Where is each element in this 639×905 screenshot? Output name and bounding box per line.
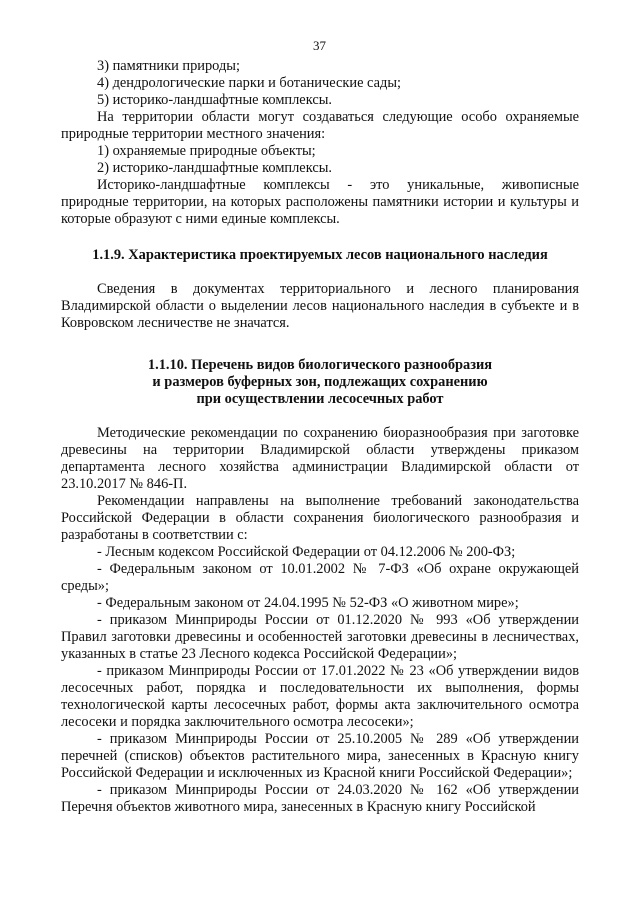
- list-item-order-23: - приказом Минприроды России от 17.01.2022 № 23 «Об утверждении видов лесосечных работ, порядка и последовательности их выполнения, формы технологической карты лесосечных работ, формы акта заключительного осмотра лесосеки и порядка заключительного осмотра лесосеки»;: [61, 663, 579, 730]
- section-heading-line: 1.1.10. Перечень видов биологического разнообразия: [147, 357, 493, 373]
- section-heading-1-1-9: 1.1.9. Характеристика проектируемых лесов национального наследия: [92, 247, 548, 263]
- list-item-dendrological-parks: 4) дендрологические парки и ботанические сады;: [97, 75, 401, 91]
- list-item-wildlife-law: - Федеральным законом от 24.04.1995 № 52-ФЗ «О животном мире»;: [97, 595, 519, 611]
- list-item-order-162: - приказом Минприроды России от 24.03.2020 № 162 «Об утверждении Перечня объектов животного мира, занесенных в Красную книгу Российской: [61, 782, 579, 815]
- paragraph-recommendations-purpose: Рекомендации направлены на выполнение требований законодательства Российской Федерации в области сохранения биологического разнообразия и разработаны в соответствии с:: [61, 493, 579, 543]
- list-item-historical-landscape-complexes: 5) историко-ландшафтные комплексы.: [97, 92, 332, 108]
- list-item-protected-natural-objects: 1) охраняемые природные объекты;: [97, 143, 316, 159]
- section-heading-1-1-10: [61, 357, 579, 408]
- section-heading-line: при осуществлении лесосечных работ: [196, 391, 444, 407]
- list-item-historical-landscape-complexes-local: 2) историко-ландшафтные комплексы.: [97, 160, 332, 176]
- section-heading-line: и размеров буферных зон, подлежащих сохранению: [152, 374, 488, 390]
- list-item-environment-law: - Федеральным законом от 10.01.2002 № 7-ФЗ «Об охране окружающей среды»;: [61, 561, 579, 594]
- paragraph-local-protected-areas: На территории области могут создаваться следующие особо охраняемые природные территории местного значения:: [61, 109, 579, 142]
- paragraph-historical-landscape-definition: Историко-ландшафтные комплексы - это уникальные, живописные природные территории, на которых расположены памятники истории и культуры и которые образуют с ними единые комплексы.: [61, 177, 579, 227]
- page-content: [61, 58, 579, 816]
- list-item-forest-code: - Лесным кодексом Российской Федерации от 04.12.2006 № 200-ФЗ;: [97, 544, 516, 560]
- list-item-order-289: - приказом Минприроды России от 25.10.2005 № 289 «Об утверждении перечней (списков) объектов растительного мира, занесенных в Красную книгу Российской Федерации и исключенных из Красной книги Российской Федерации»;: [61, 731, 579, 781]
- list-item-order-993: - приказом Минприроды России от 01.12.2020 № 993 «Об утверждении Правил заготовки древесины и особенностей заготовки древесины в лесничествах, указанных в статье 23 Лесного кодекса Российской Федерации»;: [61, 612, 579, 662]
- paragraph-methodical-recommendations: Методические рекомендации по сохранению биоразнообразия при заготовке древесины на территории Владимирской области утверждены приказом департамента лесного хозяйства администрации Владимирской области от 23.10.2017 № 846-П.: [61, 425, 579, 492]
- paragraph-national-heritage-forests: Сведения в документах территориального и лесного планирования Владимирской области о выделении лесов национального наследия в субъекте и в Ковровском лесничестве не значатся.: [61, 281, 579, 331]
- list-item-natural-monuments: 3) памятники природы;: [97, 58, 240, 74]
- page-number: 37: [313, 38, 326, 53]
